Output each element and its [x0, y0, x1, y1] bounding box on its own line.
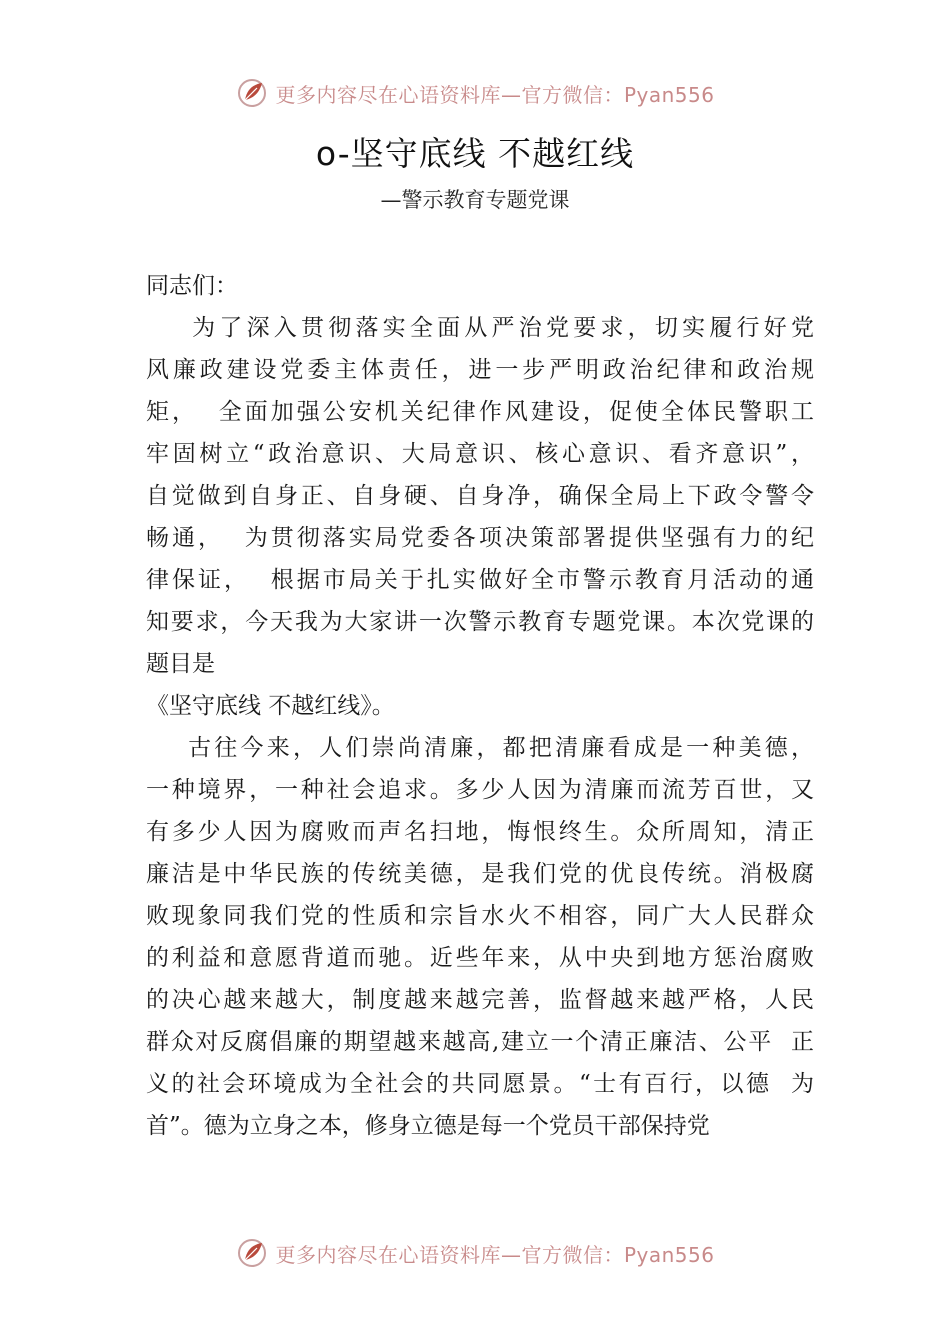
paragraph-2-line: 败现象同我们党的性质和宗旨水火不相容，同广大人民群众	[146, 903, 814, 929]
salutation: 同志们：	[146, 273, 238, 299]
paragraph-2-line: 义的社会环境成为全社会的共同愿景。“士有百行，以德 为	[146, 1071, 814, 1097]
paragraph-1-line: 畅通， 为贯彻落实局党委各项决策部署提供坚强有力的纪	[146, 525, 814, 551]
document-subtitle: —警示教育专题党课	[380, 188, 570, 212]
header-watermark	[0, 76, 950, 110]
paragraph-2-line: 古往今来，人们崇尚清廉，都把清廉看成是一种美德，	[146, 735, 814, 761]
paragraph-1-line: 自觉做到自身正、自身硬、自身净，确保全局上下政令警令	[146, 483, 814, 509]
leaf-logo-icon	[235, 1236, 269, 1270]
footer-watermark	[0, 1236, 950, 1270]
paragraph-2-line: 一种境界，一种社会追求。多少人因为清廉而流芳百世，又	[146, 777, 814, 803]
paragraph-2-line: 廉洁是中华民族的传统美德，是我们党的优良传统。消极腐	[146, 861, 814, 887]
paragraph-2-line: 群众对反腐倡廉的期望越来越高,建立一个清正廉洁、公平 正	[146, 1029, 814, 1055]
paragraph-1-line: 风廉政建设党委主体责任，进一步严明政治纪律和政治规	[146, 357, 814, 383]
paragraph-1	[146, 307, 814, 685]
paragraph-2-line: 的决心越来越大，制度越来越完善，监督越来越严格，人民	[146, 987, 814, 1013]
lecture-topic-line: 《坚守底线 不越红线》。	[146, 693, 395, 719]
paragraph-1-line: 律保证， 根据市局关于扎实做好全市警示教育月活动的通	[146, 567, 814, 593]
leaf-logo-icon	[235, 76, 269, 110]
paragraph-1-line: 牢固树立“政治意识、大局意识、核心意识、看齐意识”，	[146, 441, 814, 467]
paragraph-2-line: 的利益和意愿背道而驰。近些年来，从中央到地方惩治腐败	[146, 945, 814, 971]
footer-watermark-text: 更多内容尽在心语资料库—官方微信：Pyan556	[275, 1242, 715, 1267]
paragraph-2-line: 有多少人因为腐败而声名扫地，悔恨终生。众所周知，清正	[146, 819, 814, 845]
header-watermark-text: 更多内容尽在心语资料库—官方微信：Pyan556	[275, 82, 715, 107]
paragraph-1-line: 为了深入贯彻落实全面从严治党要求，切实履行好党	[146, 315, 814, 341]
paragraph-1-line: 矩， 全面加强公安机关纪律作风建设，促使全体民警职工	[146, 399, 814, 425]
paragraph-1-line: 知要求，今天我为大家讲一次警示教育专题党课。本次党课的	[146, 609, 814, 635]
document-title: o-坚守底线 不越红线	[315, 134, 635, 173]
paragraph-2	[146, 727, 814, 1147]
paragraph-2-line: 首”。德为立身之本，修身立德是每一个党员干部保持党	[146, 1113, 710, 1139]
paragraph-1-line: 题目是	[146, 651, 215, 677]
